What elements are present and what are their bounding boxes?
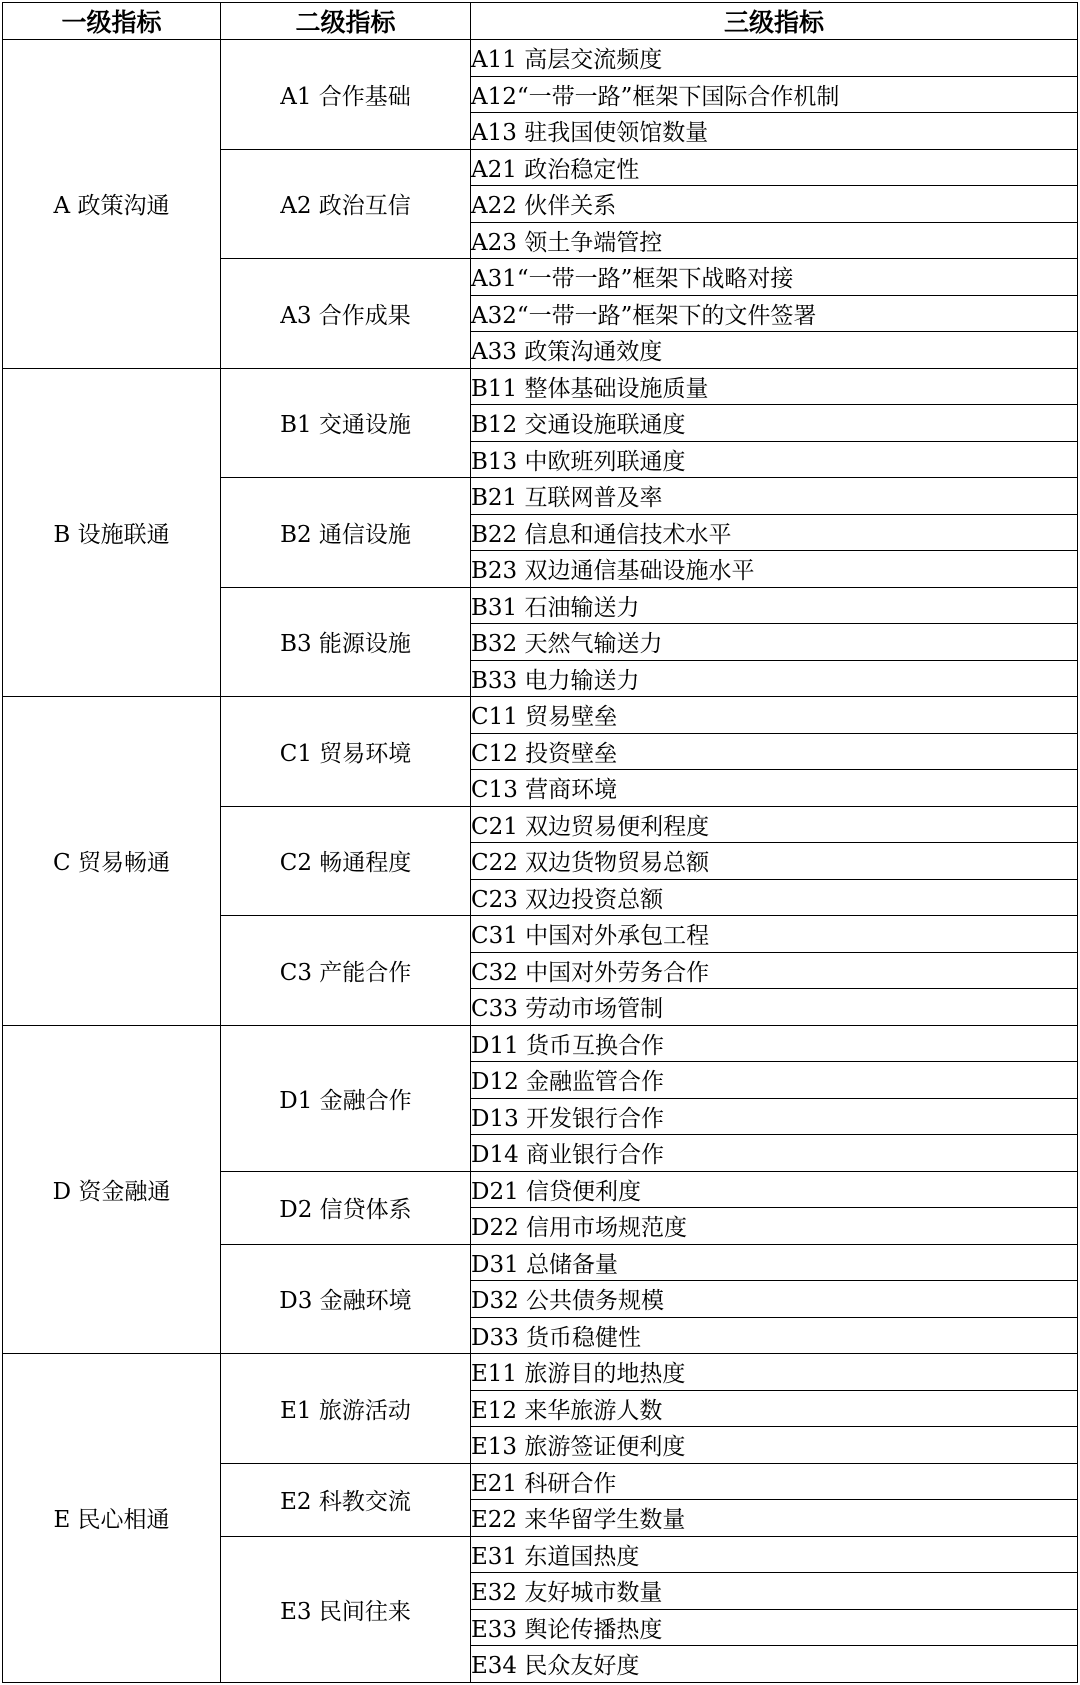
level1-indicator: E 民心相通 [3,1354,221,1683]
level3-indicator: C31 中国对外承包工程 [471,916,1078,953]
level3-indicator: A11 高层交流频度 [471,40,1078,77]
level3-indicator: C13 营商环境 [471,770,1078,807]
table-row [3,368,1078,405]
level3-indicator: A13 驻我国使领馆数量 [471,113,1078,150]
level3-indicator: D32 公共债务规模 [471,1281,1078,1318]
level2-indicator: A3 合作成果 [221,259,471,369]
level1-indicator: C 贸易畅通 [3,697,221,1026]
level3-indicator: D31 总储备量 [471,1244,1078,1281]
level3-indicator: D14 商业银行合作 [471,1135,1078,1172]
level1-indicator: B 设施联通 [3,368,221,697]
level3-indicator: C23 双边投资总额 [471,879,1078,916]
level1-indicator: D 资金融通 [3,1025,221,1354]
level2-indicator: B1 交通设施 [221,368,471,478]
level3-indicator: B22 信息和通信技术水平 [471,514,1078,551]
level3-indicator: C11 贸易壁垒 [471,697,1078,734]
table-row [3,1354,1078,1391]
level3-indicator: E33 舆论传播热度 [471,1609,1078,1646]
level3-indicator: E31 东道国热度 [471,1536,1078,1573]
level2-indicator: E3 民间往来 [221,1536,471,1682]
level2-indicator: A2 政治互信 [221,149,471,259]
level2-indicator: B3 能源设施 [221,587,471,697]
level2-indicator: A1 合作基础 [221,40,471,150]
level3-indicator: B12 交通设施联通度 [471,405,1078,442]
level3-indicator: E12 来华旅游人数 [471,1390,1078,1427]
level2-indicator: E1 旅游活动 [221,1354,471,1464]
level3-indicator: D33 货币稳健性 [471,1317,1078,1354]
level3-indicator: D22 信用市场规范度 [471,1208,1078,1245]
table-body [3,40,1078,1683]
level3-indicator: B21 互联网普及率 [471,478,1078,515]
level3-indicator: C12 投资壁垒 [471,733,1078,770]
level3-indicator: E34 民众友好度 [471,1646,1078,1683]
level3-indicator: C32 中国对外劳务合作 [471,952,1078,989]
indicator-table [2,2,1078,1683]
level3-indicator: C33 劳动市场管制 [471,989,1078,1026]
header-level-3: 三级指标 [471,3,1078,40]
level2-indicator: D2 信贷体系 [221,1171,471,1244]
level3-indicator: A33 政策沟通效度 [471,332,1078,369]
level3-indicator: A21 政治稳定性 [471,149,1078,186]
header-level-1: 一级指标 [3,3,221,40]
level3-indicator: D13 开发银行合作 [471,1098,1078,1135]
level2-indicator: E2 科教交流 [221,1463,471,1536]
level3-indicator: A32“一带一路”框架下的文件签署 [471,295,1078,332]
level2-indicator: C3 产能合作 [221,916,471,1026]
header-level-2: 二级指标 [221,3,471,40]
table-row [3,697,1078,734]
header-row [3,3,1078,40]
level3-indicator: C22 双边货物贸易总额 [471,843,1078,880]
level3-indicator: D11 货币互换合作 [471,1025,1078,1062]
level3-indicator: B31 石油输送力 [471,587,1078,624]
level2-indicator: D3 金融环境 [221,1244,471,1354]
level3-indicator: E11 旅游目的地热度 [471,1354,1078,1391]
level3-indicator: B13 中欧班列联通度 [471,441,1078,478]
level3-indicator: E22 来华留学生数量 [471,1500,1078,1537]
level3-indicator: D21 信贷便利度 [471,1171,1078,1208]
level3-indicator: C21 双边贸易便利程度 [471,806,1078,843]
level3-indicator: B33 电力输送力 [471,660,1078,697]
level3-indicator: A31“一带一路”框架下战略对接 [471,259,1078,296]
level3-indicator: B23 双边通信基础设施水平 [471,551,1078,588]
level1-indicator: A 政策沟通 [3,40,221,369]
level3-indicator: D12 金融监管合作 [471,1062,1078,1099]
level3-indicator: B11 整体基础设施质量 [471,368,1078,405]
level3-indicator: A23 领土争端管控 [471,222,1078,259]
level2-indicator: C1 贸易环境 [221,697,471,807]
level3-indicator: E32 友好城市数量 [471,1573,1078,1610]
table-row [3,1025,1078,1062]
level2-indicator: B2 通信设施 [221,478,471,588]
level2-indicator: D1 金融合作 [221,1025,471,1171]
level3-indicator: E21 科研合作 [471,1463,1078,1500]
level3-indicator: A22 伙伴关系 [471,186,1078,223]
level3-indicator: B32 天然气输送力 [471,624,1078,661]
level2-indicator: C2 畅通程度 [221,806,471,916]
level3-indicator: A12“一带一路”框架下国际合作机制 [471,76,1078,113]
level3-indicator: E13 旅游签证便利度 [471,1427,1078,1464]
table-row [3,40,1078,77]
